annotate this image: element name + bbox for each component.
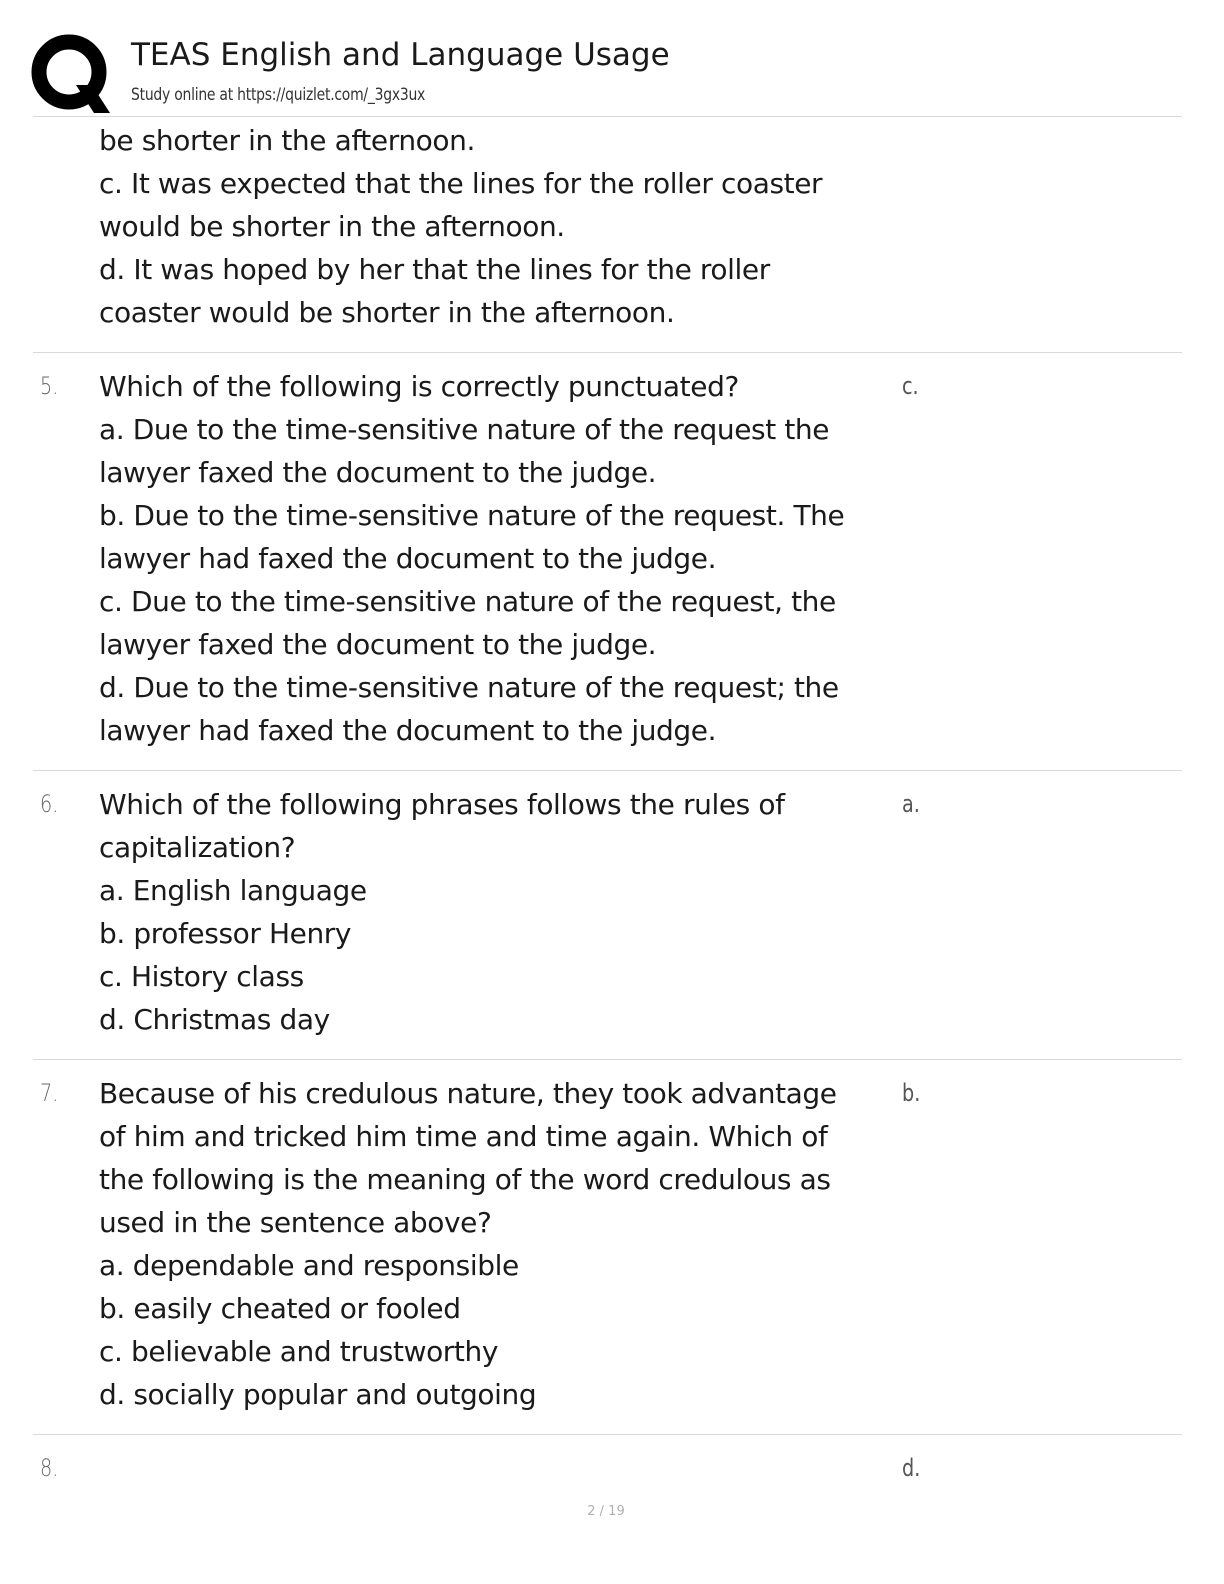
question-number: 6. [40,790,59,818]
text-line: Which of the following is correctly punctuated? [99,370,739,403]
answer-label: b. [902,1079,921,1107]
text-line: lawyer had faxed the document to the judge. [99,542,717,575]
text-line: d. Christmas day [99,1003,330,1036]
question-text [99,1072,899,1416]
text-line: c. History class [99,960,304,993]
page-number: 2 / 19 [587,1504,625,1519]
text-line: d. Due to the time-sensitive nature of the request; the [99,671,839,704]
text-line: coaster would be shorter in the afternoon. [99,296,675,329]
text-line: lawyer faxed the document to the judge. [99,628,657,661]
text-line: b. easily cheated or fooled [99,1292,461,1325]
text-line: of him and tricked him time and time again. Which of [99,1120,828,1153]
text-line: d. socially popular and outgoing [99,1378,537,1411]
study-online-link[interactable]: Study online at https://quizlet.com/_3gx3ux [131,85,426,105]
question-number: 8. [40,1454,59,1482]
text-line: a. dependable and responsible [99,1249,519,1282]
answer-label: c. [902,372,919,400]
text-line: be shorter in the afternoon. [99,124,475,157]
page-header [0,0,1224,118]
divider [33,116,1182,117]
divider [33,1434,1182,1435]
text-line: b. Due to the time-sensitive nature of the request. The [99,499,845,532]
divider [33,770,1182,771]
question-text [99,365,899,752]
text-line: Which of the following phrases follows the rules of [99,788,785,821]
quizlet-q-logo-icon [30,33,112,115]
text-line: c. It was expected that the lines for the roller coaster [99,167,823,200]
text-line: capitalization? [99,831,296,864]
question-text [99,783,899,1041]
text-line: b. professor Henry [99,917,352,950]
text-line: c. believable and trustworthy [99,1335,499,1368]
answer-label: d. [902,1454,921,1482]
text-line: a. English language [99,874,367,907]
text-line: Because of his credulous nature, they took advantage [99,1077,837,1110]
text-line: lawyer faxed the document to the judge. [99,456,657,489]
answer-label: a. [902,790,920,818]
text-line: would be shorter in the afternoon. [99,210,565,243]
text-line: d. It was hoped by her that the lines for the roller [99,253,770,286]
divider [33,1059,1182,1060]
divider [33,352,1182,353]
text-line: c. Due to the time-sensitive nature of the request, the [99,585,836,618]
text-line: the following is the meaning of the word credulous as [99,1163,831,1196]
question-number: 5. [40,372,59,400]
question-text [99,119,899,334]
text-line: lawyer had faxed the document to the judge. [99,714,717,747]
text-line: used in the sentence above? [99,1206,492,1239]
text-line: a. Due to the time-sensitive nature of the request the [99,413,830,446]
document-title: TEAS English and Language Usage [131,37,670,73]
question-number: 7. [40,1079,59,1107]
